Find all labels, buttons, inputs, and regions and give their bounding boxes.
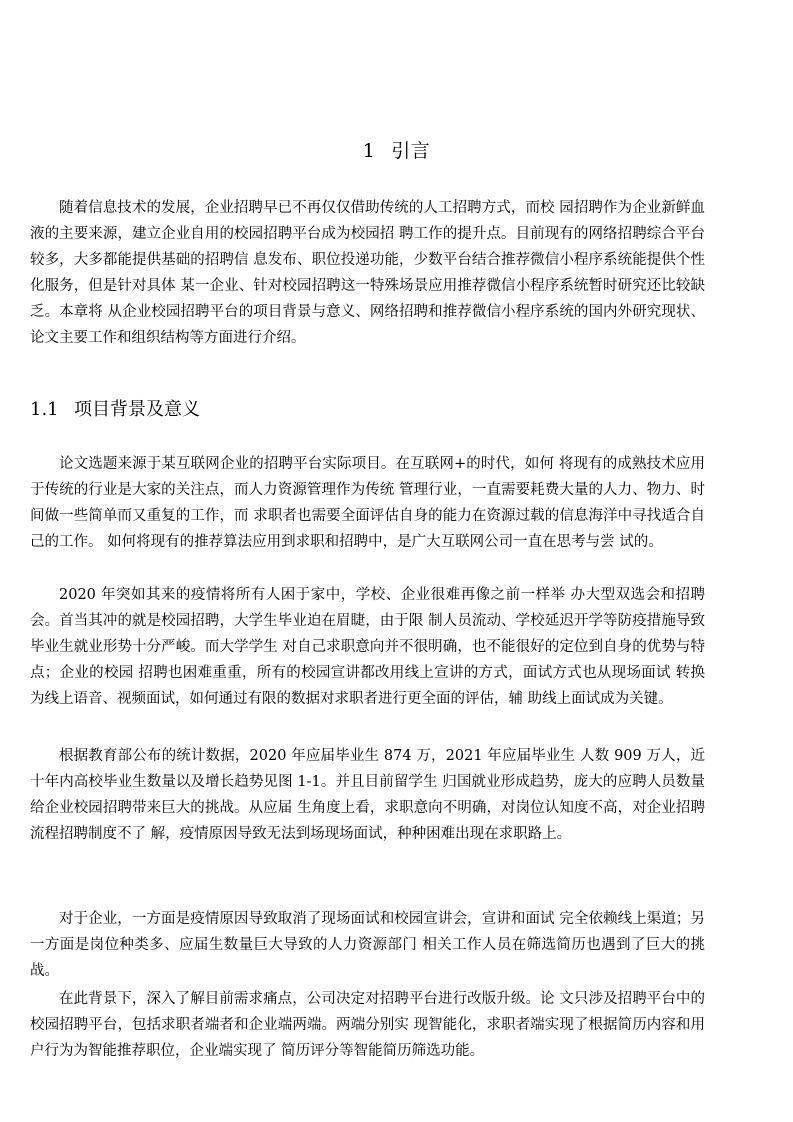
section-heading <box>30 398 200 422</box>
section-paragraph-3: 根据教育部公布的统计数据，2020 年应届毕业生 874 万，2021 年应届毕业生 人数 909 万人，近十年内高校毕业生数量以及增长趋势见图 1-1。并且目前留学生 归国就业形成趋势，庞大的应聘人员数量给企业校园招聘带来巨大的挑战。从应届 生角度上看，求职意向不明确，对岗位认知度不高，对企业招聘流程招聘制度不了 解，疫情原因导致无法到场现场面试，种种困难出现在求职路上。 <box>30 748 705 842</box>
chapter-heading <box>0 139 793 163</box>
section-title-text: 项目背景及意义 <box>74 399 200 420</box>
chapter-title-text: 引言 <box>391 140 431 162</box>
section-number: 1.1 <box>30 399 59 420</box>
chapter-number: 1 <box>362 140 376 162</box>
section-paragraph-4: 对于企业，一方面是疫情原因导致取消了现场面试和校园宣讲会，宣讲和面试 完全依赖线上渠道；另一方面是岗位种类多、应届生数量巨大导致的人力资源部门 相关工作人员在筛选简历也遇到了巨大的挑战。 <box>30 911 705 979</box>
intro-paragraph: 随着信息技术的发展，企业招聘早已不再仅仅借助传统的人工招聘方式，而校 园招聘作为企业新鲜血液的主要来源，建立企业自用的校园招聘平台成为校园招 聘工作的提升点。目前现有的网络招聘综合平台较多，大多都能提供基础的招聘信 息发布、职位投递功能，少数平台结合推荐微信小程序系统能提供个性化服务，但是针对具体 某一企业、针对校园招聘这一特殊场景应用推荐微信小程序系统暂时研究还比较缺乏。本章将 从企业校园招聘平台的项目背景与意义、网络招聘和推荐微信小程序系统的国内外研究现状、 论文主要工作和组织结构等方面进行介绍。 <box>30 200 705 346</box>
section-paragraph-2: 2020 年突如其来的疫情将所有人困于家中，学校、企业很难再像之前一样举 办大型双选会和招聘会。首当其冲的就是校园招聘，大学生毕业迫在眉睫，由于限 制人员流动、学校延迟开学等防疫措施导致毕业生就业形势十分严峻。而大学学生 对自己求职意向并不很明确，也不能很好的定位到自身的优势与特点；企业的校园 招聘也困难重重，所有的校园宣讲都改用线上宣讲的方式，面试方式也从现场面试 转换为线上语音、视频面试，如何通过有限的数据对求职者进行更全面的评估，辅 助线上面试成为关键。 <box>30 587 705 707</box>
section-paragraph-5: 在此背景下，深入了解目前需求痛点，公司决定对招聘平台进行改版升级。论 文只涉及招聘平台中的校园招聘平台，包括求职者端者和企业端两端。两端分别实 现智能化，求职者端实现了根据简历内容和用户行为为智能推荐职位，企业端实现了 简历评分等智能简历筛选功能。 <box>30 991 705 1059</box>
section-paragraph-1: 论文选题来源于某互联网企业的招聘平台实际项目。在互联网+的时代，如何 将现有的成熟技术应用于传统的行业是大家的关注点，而人力资源管理作为传统 管理行业，一直需要耗费大量的人力、物力、时间做一些简单而又重复的工作，而 求职者也需要全面评估自身的能力在资源过载的信息海洋中寻找适合自己的工作。 如何将现有的推荐算法应用到求职和招聘中，是广大互联网公司一直在思考与尝 试的。 <box>30 456 705 550</box>
